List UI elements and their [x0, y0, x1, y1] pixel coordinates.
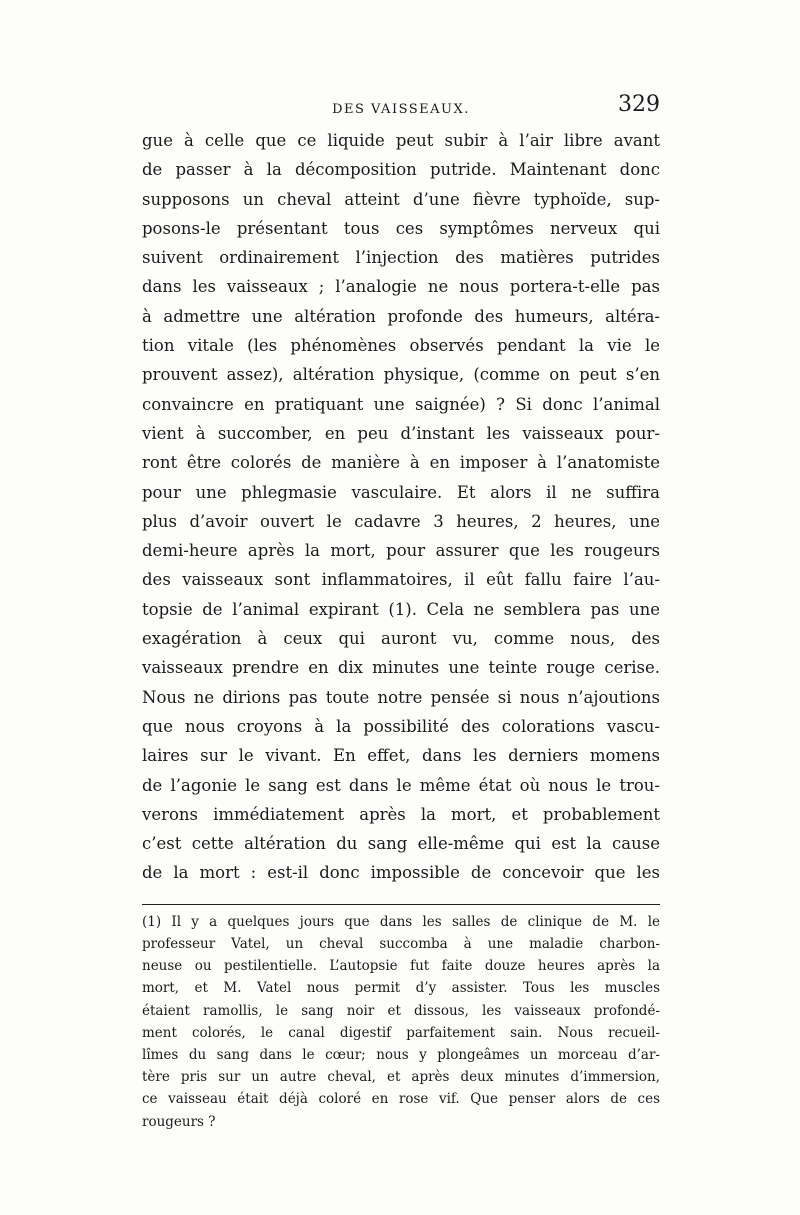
text-line: c’est cette altération du sang elle-même qui est la cause	[142, 834, 660, 854]
text-line: de passer à la décomposition putride. Maintenant donc	[142, 160, 660, 180]
text-line: laires sur le vivant. En effet, dans les derniers momens	[142, 746, 660, 766]
text-line: ront être colorés de manière à en imposer à l’anatomiste	[142, 453, 660, 473]
text-line: tion vitale (les phénomènes observés pendant la vie le	[142, 336, 660, 356]
text-line: à admettre une altération profonde des humeurs, altéra-	[142, 306, 660, 326]
footnote-line: (1) Il y a quelques jours que dans les salles de clinique de M. le	[142, 913, 660, 930]
footnote-line: ce vaisseau était déjà coloré en rose vif. Que penser alors de ces	[142, 1091, 660, 1108]
text-line: demi-heure après la mort, pour assurer que les rougeurs	[142, 541, 660, 561]
text-line: supposons un cheval atteint d’une fièvre typhoïde, sup-	[142, 189, 660, 209]
text-line: pour une phlegmasie vasculaire. Et alors il ne suffira	[142, 482, 660, 502]
text-line: verons immédiatement après la mort, et probablement	[142, 804, 660, 824]
text-line: que nous croyons à la possibilité des colorations vascu-	[142, 716, 660, 736]
text-line: plus d’avoir ouvert le cadavre 3 heures, 2 heures, une	[142, 511, 660, 531]
footnote-line: rougeurs ?	[142, 1113, 216, 1130]
text-line: topsie de l’animal expirant (1). Cela ne semblera pas une	[142, 599, 660, 619]
text-line: dans les vaisseaux ; l’analogie ne nous portera-t-elle pas	[142, 277, 660, 297]
text-line: suivent ordinairement l’injection des matières putrides	[142, 248, 660, 268]
main-text	[142, 126, 660, 888]
footnote-line: professeur Vatel, un cheval succomba à une maladie charbon-	[142, 935, 660, 952]
text-line: exagération à ceux qui auront vu, comme nous, des	[142, 629, 660, 649]
footnote-line: ment colorés, le canal digestif parfaitement sain. Nous recueil-	[142, 1024, 660, 1041]
book-page	[142, 92, 660, 1133]
running-head: DES VAISSEAUX.	[332, 102, 470, 117]
footnote	[142, 911, 660, 1133]
footnote-line: étaient ramollis, le sang noir et dissous, les vaisseaux profondé-	[142, 1002, 660, 1019]
text-line: Nous ne dirions pas toute notre pensée si nous n’ajoutions	[142, 687, 660, 707]
text-line: de l’agonie le sang est dans le même état où nous le trou-	[142, 775, 660, 795]
footnote-divider	[142, 904, 660, 905]
text-line: convaincre en pratiquant une saignée) ? Si donc l’animal	[142, 394, 660, 414]
page-number: 329	[618, 92, 660, 117]
text-line: vient à succomber, en peu d’instant les vaisseaux pour-	[142, 423, 660, 443]
text-line: vaisseaux prendre en dix minutes une teinte rouge cerise.	[142, 658, 660, 678]
text-line: posons-le présentant tous ces symptômes nerveux qui	[142, 218, 660, 238]
footnote-line: mort, et M. Vatel nous permit d’y assister. Tous les muscles	[142, 980, 660, 997]
footnote-line: lîmes du sang dans le cœur; nous y plongeâmes un morceau d’ar-	[142, 1046, 660, 1063]
footnote-line: tère pris sur un autre cheval, et après deux minutes d’immersion,	[142, 1069, 660, 1086]
text-line: de la mort : est-il donc impossible de concevoir que les	[142, 863, 660, 883]
text-line: gue à celle que ce liquide peut subir à l’air libre avant	[142, 131, 660, 150]
text-line: des vaisseaux sont inflammatoires, il eût fallu faire l’au-	[142, 570, 660, 590]
text-line: prouvent assez), altération physique, (comme on peut s’en	[142, 365, 660, 385]
page-header	[142, 92, 660, 126]
footnote-line: neuse ou pestilentielle. L’autopsie fut faite douze heures après la	[142, 958, 660, 975]
